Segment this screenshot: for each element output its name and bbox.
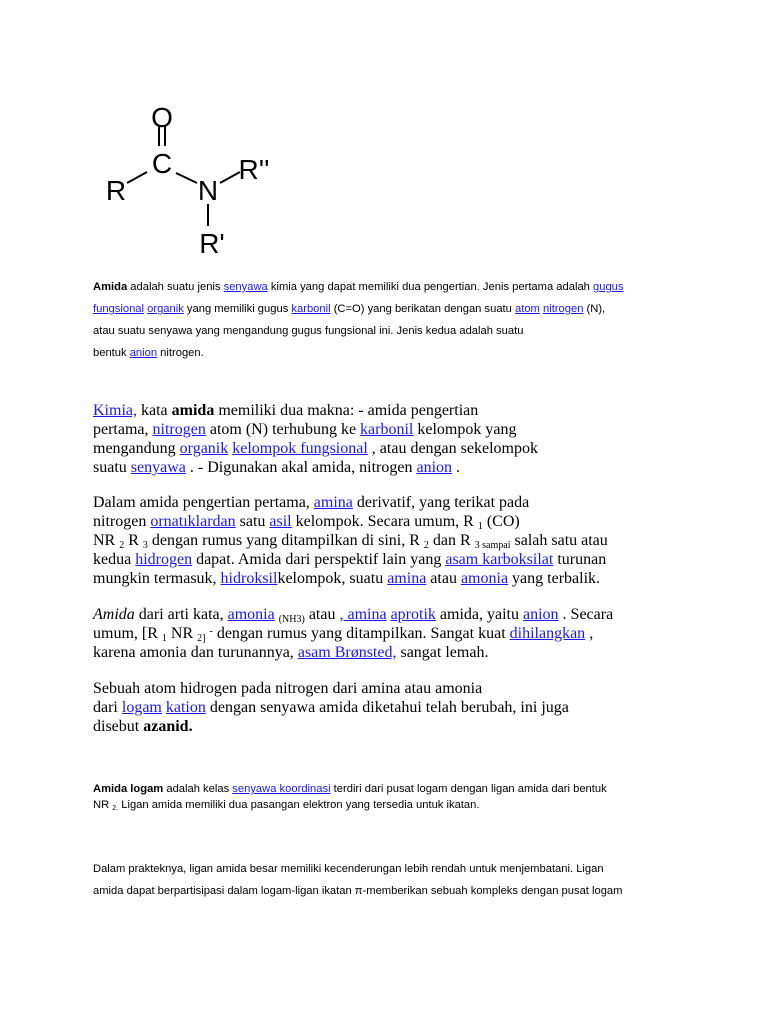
link-anion[interactable]: anion bbox=[416, 459, 453, 476]
metal-amide-paragraph bbox=[93, 782, 693, 813]
text-line: Amida logam adalah kelas senyawa koordinasi terdiri dari pusat logam dengan ligan amida dari bentuk bbox=[93, 783, 607, 795]
text-line: dari logam kation dengan senyawa amida diketahui telah berubah, ini juga bbox=[93, 699, 569, 716]
link-kation[interactable]: kation bbox=[165, 699, 206, 716]
link-atom[interactable]: atom bbox=[515, 303, 540, 315]
link-fungsional[interactable]: fungsional bbox=[93, 303, 145, 315]
text-line: NR $_2$ R $_3$ dengan rumus yang ditampilkan di sini, R $_2$ dan R $_{3 sampai}$ salah satu atau bbox=[93, 532, 608, 551]
text-line: bentuk anion nitrogen. bbox=[93, 347, 204, 359]
text-line: suatu senyawa . - Digunakan akal amida, nitrogen anion . bbox=[93, 459, 461, 476]
link-nitrogen[interactable]: nitrogen bbox=[542, 303, 584, 315]
link-amina[interactable]: amina bbox=[313, 494, 353, 511]
atom-r: R bbox=[105, 175, 127, 206]
link-anion[interactable]: anion bbox=[129, 347, 158, 359]
link-logam[interactable]: logam bbox=[121, 699, 162, 716]
text-line: amida dapat berpartisipasi dalam logam-ligan ikatan π-memberikan sebuah kompleks dengan pusat logam bbox=[93, 885, 623, 897]
text-line: Kimia, kata amida memiliki dua makna: - amida pengertian bbox=[93, 402, 479, 419]
link-gugus[interactable]: gugus bbox=[593, 281, 624, 293]
atom-o: O bbox=[151, 102, 173, 133]
term-amida-logam: Amida logam bbox=[93, 783, 164, 795]
link-nitrogen[interactable]: nitrogen bbox=[152, 421, 206, 438]
link-kimia[interactable]: Kimia, bbox=[93, 402, 137, 419]
text-line: kedua hidrogen dapat. Amida dari perspektif lain yang asam karboksilat turunan bbox=[93, 551, 607, 568]
atom-r-prime: R' bbox=[199, 228, 225, 259]
text-line: Dalam amida pengertian pertama, amina derivatif, yang terikat pada bbox=[93, 494, 530, 511]
link-organik[interactable]: organik bbox=[179, 440, 229, 457]
text-line: pertama, nitrogen atom (N) terhubung ke karbonil kelompok yang bbox=[93, 421, 517, 438]
link-amina[interactable]: , amina bbox=[339, 606, 387, 623]
text-line: nitrogen ornatıklardan satu asil kelompok. Secara umum, R $_1$ (CO) bbox=[93, 513, 520, 532]
bond-r-c bbox=[127, 172, 147, 183]
term-amida: Amida bbox=[93, 281, 128, 293]
link-senyawa[interactable]: senyawa bbox=[130, 459, 186, 476]
link-amonia[interactable]: amonia bbox=[460, 570, 509, 587]
first-meaning-paragraph bbox=[93, 493, 673, 588]
intro-paragraph bbox=[93, 276, 693, 364]
text-line: atau suatu senyawa yang mengandung gugus fungsional ini. Jenis kedua adalah suatu bbox=[93, 325, 524, 337]
link-karbonil[interactable]: karbonil bbox=[291, 303, 331, 315]
amide-bonds bbox=[127, 126, 240, 226]
text-line: Sebuah atom hidrogen pada nitrogen dari amina atau amonia bbox=[93, 680, 483, 697]
word-meaning-paragraph bbox=[93, 605, 673, 662]
practice-paragraph bbox=[93, 858, 693, 902]
link-amina[interactable]: amina bbox=[387, 570, 427, 587]
link-senyawa[interactable]: senyawa bbox=[223, 281, 268, 293]
bond-c-n bbox=[176, 173, 197, 183]
azanid-paragraph bbox=[93, 679, 673, 736]
text-line: mungkin termasuk, hidroksilkelompok, suatu amina atau amonia yang terbalik. bbox=[93, 570, 601, 587]
link-asam-bronsted[interactable]: asam Brønsted, bbox=[297, 644, 397, 661]
chemistry-paragraph bbox=[93, 401, 673, 477]
link-dihilangkan[interactable]: dihilangkan bbox=[509, 625, 586, 642]
text-line: mengandung organik kelompok fungsional , atau dengan sekelompok bbox=[93, 440, 538, 457]
link-organik[interactable]: organik bbox=[147, 303, 184, 315]
text-line: Amida dari arti kata, amonia $_{(NH3)}$ atau , amina aprotik amida, yaitu anion . Secara bbox=[93, 606, 614, 625]
text-line: fungsional organik yang memiliki gugus karbonil (C=O) yang berikatan dengan suatu atom nitrogen (N), bbox=[93, 303, 606, 315]
link-asil[interactable]: asil bbox=[269, 513, 292, 530]
amide-structure-diagram bbox=[96, 100, 296, 260]
text-line: karena amonia dan turunannya, asam Brønsted, sangat lemah. bbox=[93, 644, 489, 661]
term-amida-italic: Amida bbox=[93, 606, 135, 623]
term-azanid: azanid. bbox=[143, 718, 193, 735]
link-hidroksil[interactable]: hidroksil bbox=[220, 570, 278, 587]
text-line: disebut azanid. bbox=[93, 718, 193, 735]
bond-n-r2 bbox=[220, 172, 240, 183]
text-line: Dalam prakteknya, ligan amida besar memiliki kecenderungan lebih rendah untuk menjembatani. Ligan bbox=[93, 863, 604, 875]
text-line: Amida adalah suatu jenis senyawa kimia yang dapat memiliki dua pengertian. Jenis pertama adalah gugus bbox=[93, 281, 624, 293]
atom-c: C bbox=[151, 148, 173, 179]
link-asam-karboksilat[interactable]: asam karboksilat bbox=[445, 551, 554, 568]
link-anion[interactable]: anion bbox=[523, 606, 559, 623]
link-senyawa-koordinasi[interactable]: senyawa koordinasi bbox=[232, 783, 331, 795]
link-kelompok-fungsional[interactable]: kelompok fungsional bbox=[232, 440, 368, 457]
atom-n: N bbox=[197, 175, 219, 206]
atom-r-double-prime: R'' bbox=[238, 154, 270, 185]
text-line: NR $_{2.}$ Ligan amida memiliki dua pasangan elektron yang tersedia untuk ikatan. bbox=[93, 798, 480, 812]
link-amonia[interactable]: amonia bbox=[227, 606, 275, 623]
link-aprotik[interactable]: aprotik bbox=[390, 606, 436, 623]
link-ornatiklardan[interactable]: ornatıklardan bbox=[150, 513, 236, 530]
link-karbonil[interactable]: karbonil bbox=[360, 421, 414, 438]
link-hidrogen[interactable]: hidrogen bbox=[135, 551, 193, 568]
text-line: umum, [R $_1$ NR $_{2]}$ - dengan rumus yang ditampilkan. Sangat kuat dihilangkan , bbox=[93, 625, 594, 644]
term-amida: amida bbox=[171, 402, 215, 419]
